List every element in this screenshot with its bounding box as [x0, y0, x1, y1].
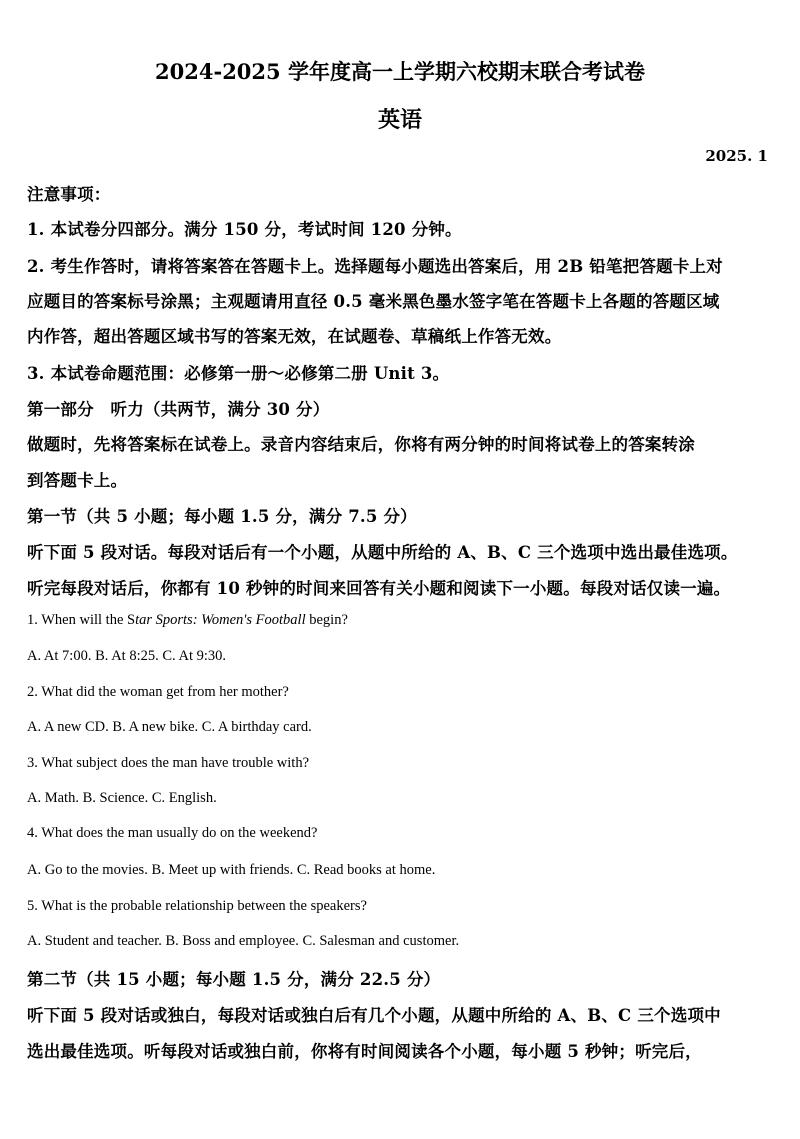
question-1-suffix: begin? [305, 612, 348, 628]
section1-heading: 第一节（共 5 小题；每小题 1.5 分，满分 7.5 分） [27, 507, 417, 526]
part1-instruction-line-1: 做题时，先将答案标在试卷上。录音内容结束后，你将有两分钟的时间将试卷上的答案转涂 [27, 435, 695, 454]
section1-instruction-line-1: 听下面 5 段对话。每段对话后有一个小题，从题中所给的 A、B、C 三个选项中选出最佳选项。 [27, 543, 738, 562]
question-1-program-title: tar Sports: Women's Football [135, 612, 306, 628]
notice-item-3: 3. 本试卷命题范围：必修第一册～必修第二册 Unit 3。 [27, 364, 450, 383]
question-1-prefix: 1. When will the S [27, 612, 136, 628]
notice-item-2-line-3: 内作答，超出答题区域书写的答案无效，在试题卷、草稿纸上作答无效。 [27, 327, 562, 346]
section2-instruction-line-2: 选出最佳选项。听每段对话或独白前，你将有时间阅读各个小题，每小题 5 秒钟；听完后， [27, 1042, 702, 1061]
notice-item-2-line-2: 应题目的答案标号涂黑；主观题请用直径 0.5 毫米黑色墨水签字笔在答题卡上各题的答题区域 [27, 292, 720, 311]
subject-title: 英语 [377, 107, 422, 133]
question-4-options: A. Go to the movies. B. Meet up with friends. C. Read books at home. [27, 862, 436, 878]
question-3: 3. What subject does the man have trouble with? [27, 755, 309, 771]
question-2: 2. What did the woman get from her mother? [27, 684, 289, 700]
notice-heading: 注意事项： [27, 185, 111, 204]
section2-instruction-line-1: 听下面 5 段对话或独白，每段对话或独白后有几个小题，从题中所给的 A、B、C 三个选项中 [27, 1006, 721, 1025]
section2-heading: 第二节（共 15 小题；每小题 1.5 分，满分 22.5 分） [27, 970, 441, 989]
question-1 [27, 612, 348, 629]
notice-item-1: 1. 本试卷分四部分。满分 150 分，考试时间 120 分钟。 [27, 220, 462, 239]
question-3-options: A. Math. B. Science. C. English. [27, 790, 217, 806]
exam-title: 2024-2025 学年度高一上学期六校期末联合考试卷 [155, 59, 645, 84]
part1-instruction-line-2: 到答题卡上。 [27, 471, 128, 490]
part1-heading: 第一部分 听力（共两节，满分 30 分） [27, 400, 330, 419]
question-2-options: A. A new CD. B. A new bike. C. A birthday card. [27, 719, 312, 735]
section1-instruction-line-2: 听完每段对话后，你都有 10 秒钟的时间来回答有关小题和阅读下一小题。每段对话仅读一遍。 [27, 579, 731, 598]
question-5-options: A. Student and teacher. B. Boss and employee. C. Salesman and customer. [27, 933, 460, 949]
question-5: 5. What is the probable relationship between the speakers? [27, 898, 367, 914]
question-1-options: A. At 7:00. B. At 8:25. C. At 9:30. [27, 648, 226, 664]
exam-date: 2025. 1 [705, 147, 768, 165]
notice-item-2-line-1: 2. 考生作答时，请将答案答在答题卡上。选择题每小题选出答案后，用 2B 铅笔把答题卡上对 [27, 257, 723, 276]
question-4: 4. What does the man usually do on the weekend? [27, 825, 318, 841]
